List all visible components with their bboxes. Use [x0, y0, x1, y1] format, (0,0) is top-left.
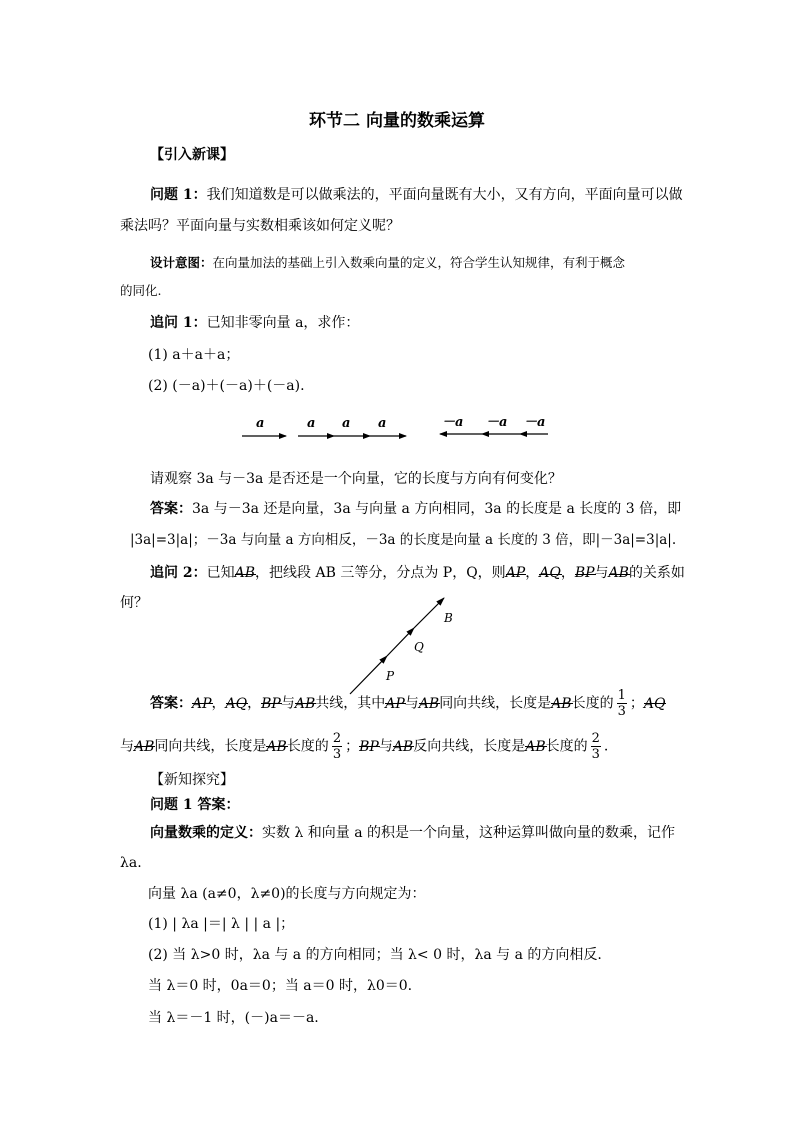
fraction-denominator: 3	[332, 747, 342, 762]
followup-2-label: 追问 2：	[150, 565, 207, 581]
answer-2-text: 同向共线，长度是	[154, 738, 267, 755]
vector-aq: AQ	[226, 692, 248, 716]
vector-ap: AP	[192, 692, 212, 716]
rule-2: (2) 当 λ>0 时，λa 与 a 的方向相同；当 λ< 0 时，λa 与 a 的方向相反.	[148, 947, 602, 963]
vector-ab: AB	[234, 565, 256, 581]
answer-2-line-1	[150, 688, 665, 719]
fraction-numerator: 2	[332, 731, 342, 746]
vector-ab: AB	[419, 692, 439, 716]
answer-2-text: 与	[120, 738, 134, 755]
vector-arrows-figure	[230, 410, 560, 444]
rule-3: 当 λ＝0 时，0a＝0；当 a＝0 时，λ0＝0.	[148, 978, 413, 994]
vector-ab: AB	[525, 735, 545, 759]
vector-aq: AQ	[644, 692, 666, 716]
answer-2-text: 长度的	[286, 738, 329, 755]
answer-1-text: 3a 与－3a 还是向量，3a 与向量 a 方向相同，3a 的长度是 a 长度的 3 倍，即	[192, 501, 682, 517]
segment-ab-figure	[330, 590, 470, 700]
question-1-line-1	[150, 185, 683, 205]
vector-qb-arrow	[414, 598, 444, 628]
vector-ab: AB	[551, 692, 571, 716]
followup-2-line-2: 何？	[120, 595, 148, 611]
separator: ；	[629, 695, 644, 712]
followup-1	[150, 313, 359, 333]
vector-ab: AB	[134, 735, 154, 759]
point-label-p: P	[386, 669, 395, 683]
answer-2-text: 长度的	[545, 738, 588, 755]
definition-line-1	[150, 823, 675, 843]
followup-2-text: 已知	[206, 565, 235, 581]
followup-2-text: 与	[594, 565, 609, 581]
answer-2-text: 与	[378, 738, 393, 755]
separator: ，	[560, 565, 575, 581]
vector-ap: AP	[385, 692, 405, 716]
answer-2-text: 长度的	[571, 695, 614, 712]
vector-bp: BP	[359, 735, 379, 759]
page-title: 环节二 向量的数乘运算	[309, 111, 485, 131]
fraction-one-third	[617, 688, 627, 719]
section-heading-new-knowledge: 【新知探究】	[150, 772, 234, 788]
answer-1-line-2: |3a|=3|a|；－3a 与向量 a 方向相反，－3a 的长度是向量 a 长度的 3 倍，即|－3a|=3|a|.	[130, 532, 677, 548]
followup-2-line-1	[150, 563, 685, 583]
section-heading-intro: 【引入新课】	[150, 147, 234, 163]
design-intent-line-1	[150, 253, 625, 273]
answer-1-line-1	[150, 499, 681, 519]
vector-ab: AB	[393, 735, 413, 759]
vector-ab: AB	[608, 565, 629, 581]
followup-1-item-1: (1) a＋a＋a；	[148, 347, 240, 363]
followup-1-text: 已知非零向量 a，求作：	[206, 315, 360, 331]
vector-bp: BP	[261, 692, 281, 716]
followup-2-text: 的关系如	[628, 565, 685, 581]
design-intent-text: 在向量加法的基础上引入数乘向量的定义，符合学生认知规律，有利于概念	[212, 255, 626, 270]
vector-label: a	[256, 416, 265, 431]
observe-question: 请观察 3a 与－3a 是否还是一个向量，它的长度与方向有何变化？	[150, 471, 562, 487]
vector-ab: AB	[295, 692, 315, 716]
vector-aq: AQ	[539, 565, 561, 581]
fraction-numerator: 1	[617, 688, 626, 703]
question-1-label: 问题 1：	[150, 187, 207, 203]
answer-2-line-2	[120, 731, 608, 762]
definition-text: 实数 λ 和向量 a 的积是一个向量，这种运算叫做向量的数乘，记作	[262, 825, 676, 841]
followup-2-text: ，把线段 AB 三等分，分点为 P，Q，则	[255, 565, 506, 581]
answer-2-text: 同向共线，长度是	[439, 695, 552, 712]
question-1-answer-heading: 问题 1 答案：	[150, 797, 240, 813]
vector-label: －a	[442, 415, 464, 430]
separator: ，	[247, 695, 262, 712]
point-label-b: B	[444, 611, 453, 625]
answer-2-text: 反向共线，长度是	[413, 738, 526, 755]
fraction-numerator: 2	[591, 731, 600, 746]
separator: ，	[211, 695, 226, 712]
vector-label: －a	[486, 415, 508, 430]
design-intent-label: 设计意图：	[150, 255, 213, 270]
separator: ；	[345, 738, 360, 755]
vector-pq-arrow	[387, 628, 414, 656]
vector-ab: AB	[266, 735, 286, 759]
answer-1-label: 答案：	[150, 501, 192, 517]
vector-ap: AP	[505, 565, 526, 581]
rule-intro: 向量 λa (a≠0，λ≠0)的长度与方向规定为：	[148, 886, 426, 902]
question-1-text: 我们知道数是可以做乘法的，平面向量既有大小，又有方向，平面向量可以做	[206, 187, 683, 203]
answer-2-text: 与	[404, 695, 419, 712]
fraction-denominator: 3	[591, 747, 600, 762]
vector-label: a	[378, 416, 387, 431]
rule-4: 当 λ＝－1 时，(－)a＝－a.	[148, 1010, 319, 1026]
answer-2-label: 答案：	[150, 695, 192, 712]
design-intent-line-2: 的同化.	[120, 283, 162, 298]
period: .	[603, 738, 609, 755]
rule-1: (1) | λa |＝| λ | | a |；	[148, 916, 295, 932]
definition-label: 向量数乘的定义：	[150, 825, 262, 841]
definition-line-2: λa.	[120, 855, 142, 871]
vector-label: －a	[524, 415, 546, 430]
fraction-denominator: 3	[617, 704, 626, 719]
question-1-line-2: 乘法吗？平面向量与实数相乘该如何定义呢？	[120, 218, 400, 234]
separator: ，	[525, 565, 540, 581]
vector-bp: BP	[574, 565, 595, 581]
vector-label: a	[342, 416, 351, 431]
followup-1-label: 追问 1：	[150, 315, 207, 331]
vector-label: a	[307, 416, 316, 431]
fraction-two-thirds	[332, 731, 342, 762]
point-label-q: Q	[414, 640, 424, 654]
followup-1-item-2: (2) (－a)＋(－a)＋(－a).	[148, 378, 305, 394]
answer-2-text: 与	[280, 695, 295, 712]
answer-2-text: 共线，其中	[315, 695, 386, 712]
fraction-two-thirds	[591, 731, 601, 762]
